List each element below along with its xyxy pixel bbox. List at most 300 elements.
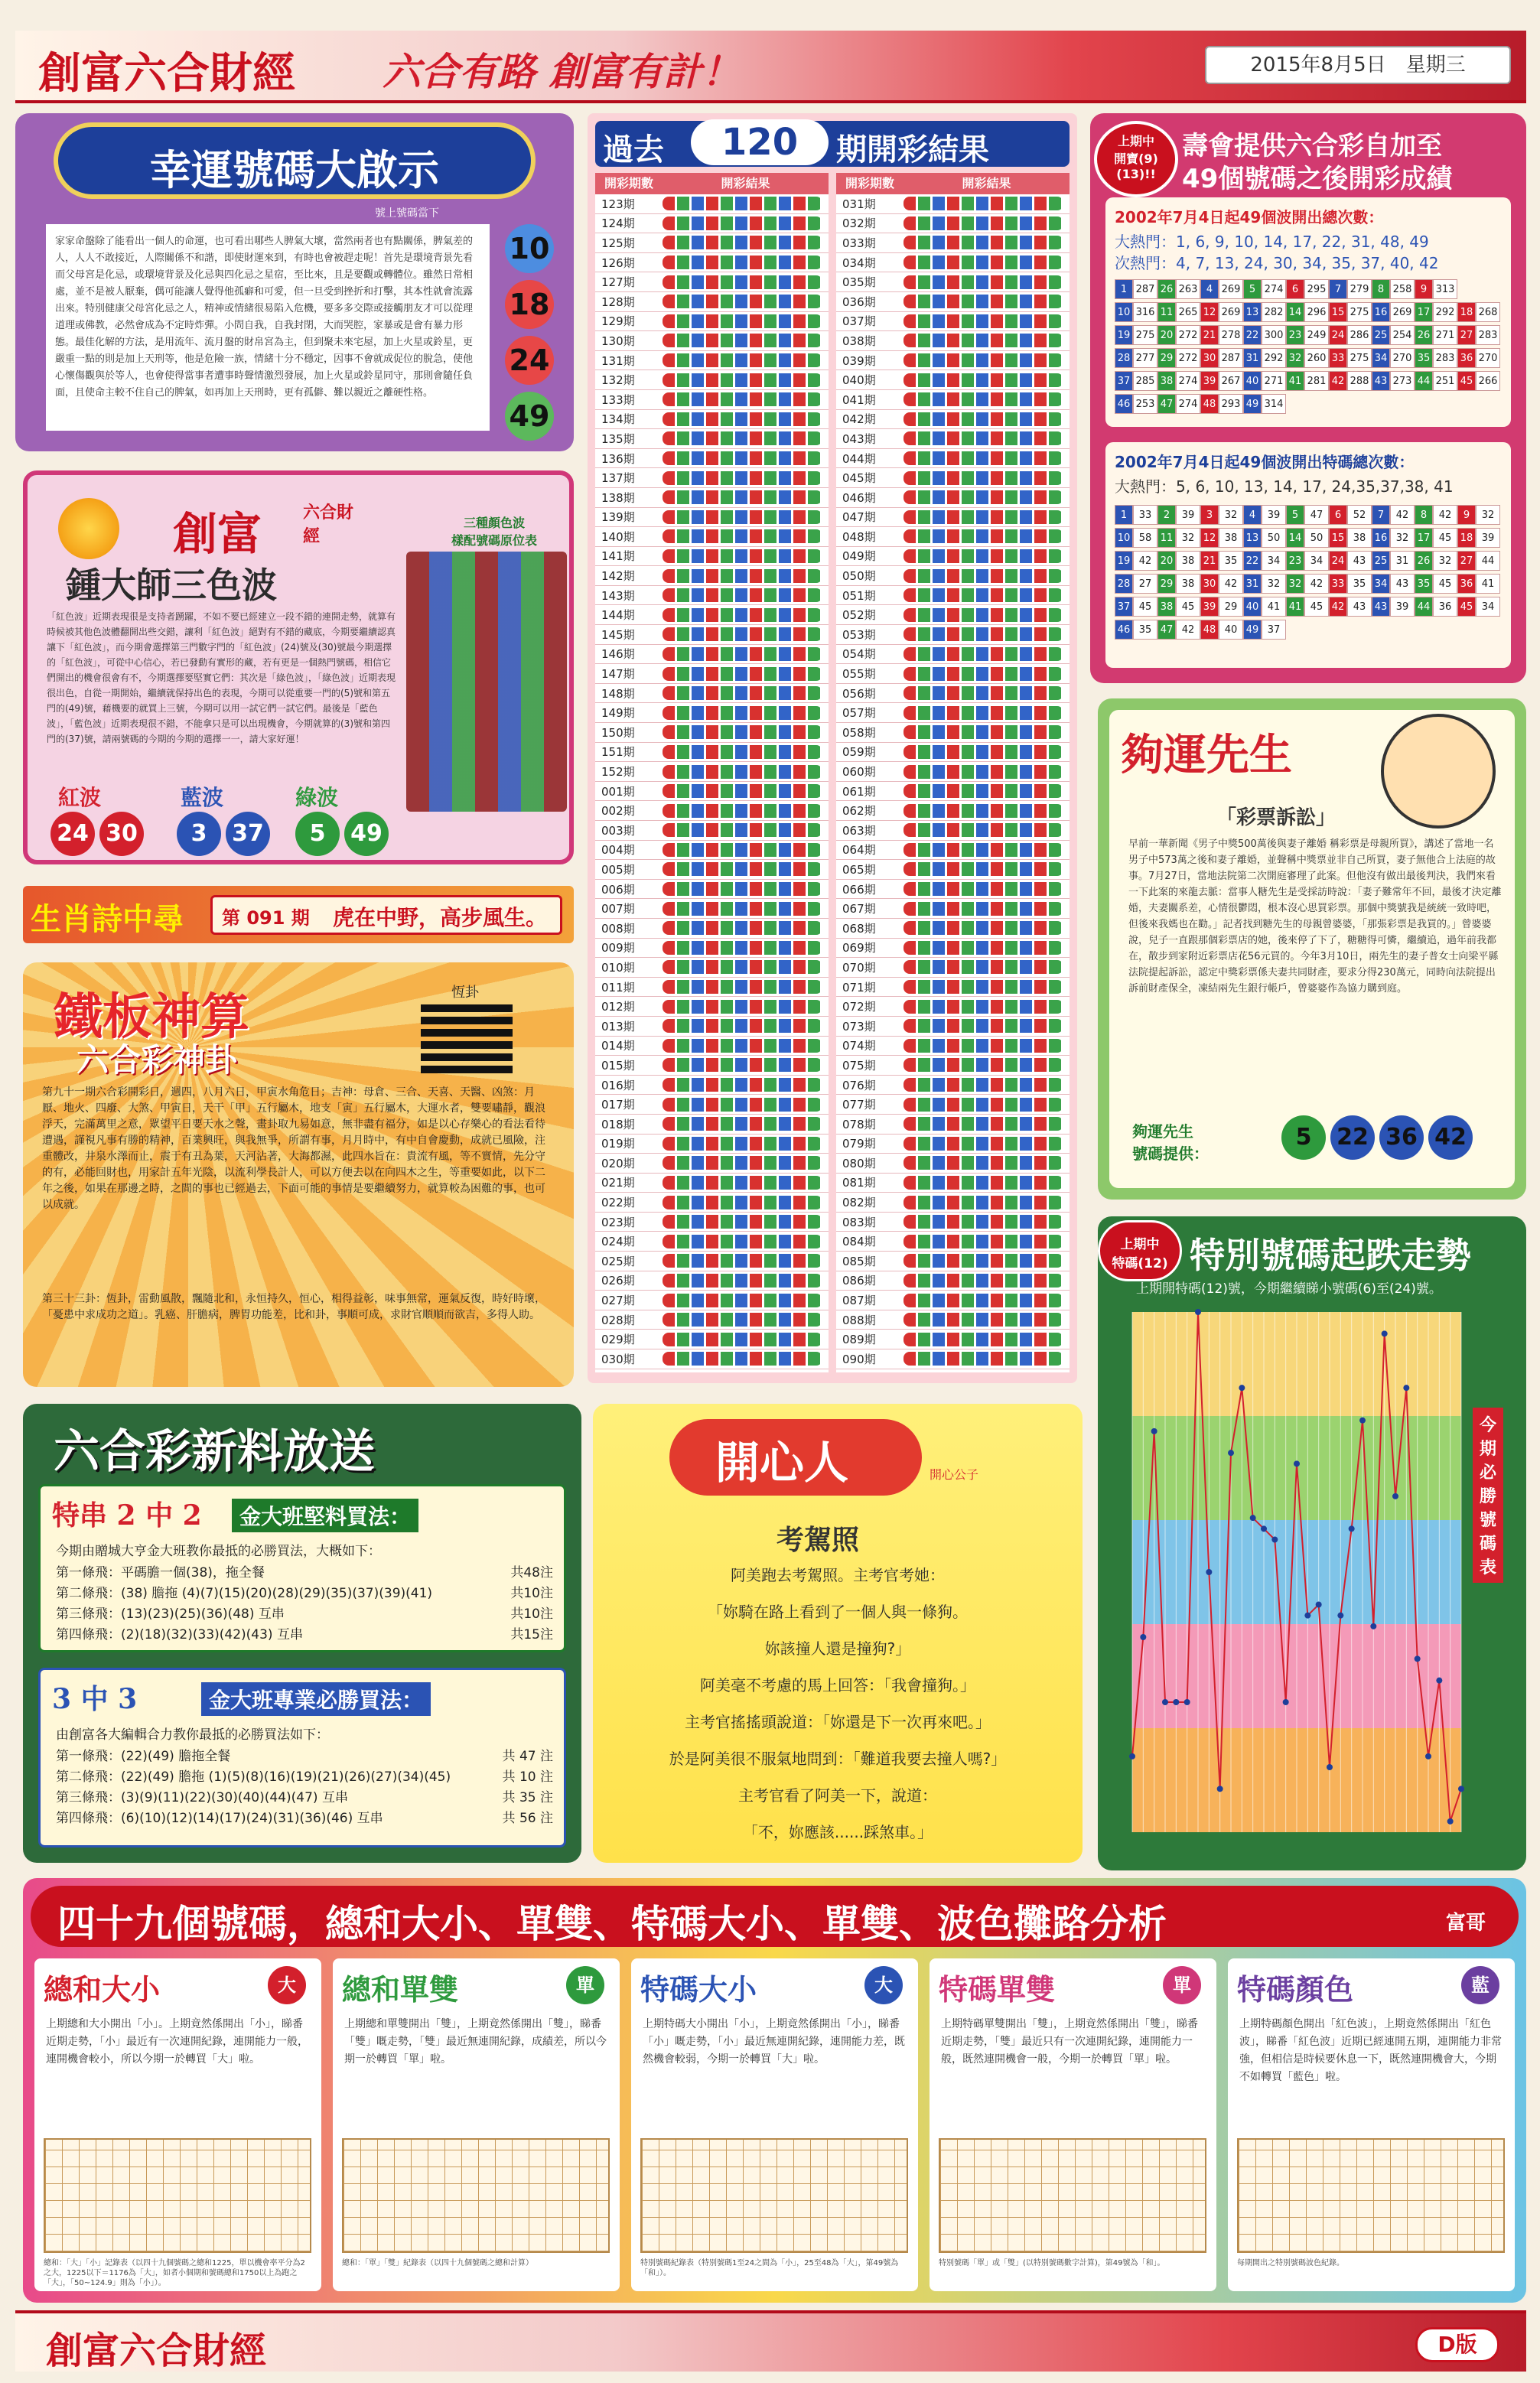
- analysis-col-title: 特碼大小: [640, 1972, 757, 2007]
- grid-number: 14: [1286, 528, 1304, 548]
- result-row: [836, 331, 1070, 351]
- result-row: [836, 1252, 1070, 1271]
- red-wave-label: 紅波: [58, 785, 102, 810]
- result-issue: 084期: [842, 1235, 876, 1249]
- result-balls: [663, 843, 822, 857]
- result-row: [836, 351, 1070, 371]
- result-balls: [663, 197, 822, 210]
- blue-wave-label: 藍波: [181, 785, 224, 810]
- gou-subtitle: 「彩票訴訟」: [1216, 806, 1337, 829]
- grid-row: [1115, 392, 1502, 415]
- trend-point: [1458, 1786, 1464, 1792]
- result-issue: 064期: [842, 843, 876, 858]
- grid-count: 273: [1390, 371, 1415, 391]
- result-issue: 133期: [601, 392, 635, 407]
- bet-row: [56, 1788, 553, 1808]
- grid-count: 313: [1433, 279, 1457, 299]
- result-row: [595, 1037, 829, 1056]
- result-issue: 021期: [601, 1176, 635, 1190]
- result-balls: [903, 256, 1063, 269]
- result-balls: [903, 882, 1063, 896]
- result-issue: 026期: [601, 1274, 635, 1288]
- result-issue: 004期: [601, 843, 635, 858]
- result-issue: 062期: [842, 804, 876, 819]
- result-row: [595, 860, 829, 880]
- grid-count: 271: [1262, 371, 1286, 391]
- lucky-number: 24: [505, 336, 554, 385]
- trend-point: [1359, 1418, 1366, 1424]
- grid-count: 43: [1390, 574, 1415, 594]
- trend-point: [1228, 1450, 1234, 1456]
- grid-count: 58: [1133, 528, 1157, 548]
- result-row: [595, 1135, 829, 1154]
- analysis-column: [930, 1958, 1216, 2291]
- analysis-column: [1228, 1958, 1515, 2291]
- master-brand-sub: 六合財經: [303, 503, 354, 546]
- grid-count: 39: [1176, 505, 1200, 525]
- grid-count: 47: [1304, 505, 1329, 525]
- sun-mascot-icon: [58, 498, 119, 559]
- result-row: [595, 664, 829, 684]
- result-issue: 012期: [601, 1000, 635, 1014]
- grid-count: 35: [1219, 551, 1243, 571]
- stats-title-1: 壽會提供六合彩自加至: [1182, 131, 1442, 161]
- result-row: [836, 1115, 1070, 1135]
- grid-number: 38: [1157, 597, 1176, 617]
- grid-count: 288: [1347, 371, 1372, 391]
- analysis-author: 富哥: [1446, 1912, 1486, 1935]
- result-balls: [663, 1352, 822, 1366]
- grid-count: 269: [1390, 302, 1415, 322]
- result-row: [595, 605, 829, 625]
- result-row: [836, 997, 1070, 1017]
- result-balls: [903, 392, 1063, 406]
- result-balls: [903, 431, 1063, 445]
- analysis-col-title: 特碼單雙: [939, 1972, 1056, 2007]
- result-issue: 090期: [842, 1352, 876, 1366]
- result-issue: 034期: [842, 256, 876, 270]
- result-issue: 070期: [842, 960, 876, 975]
- stats-panel: [1090, 113, 1526, 683]
- result-balls: [663, 412, 822, 426]
- result-balls: [663, 1254, 822, 1268]
- trend-chart: [1109, 1304, 1469, 1855]
- result-row: [595, 743, 829, 763]
- trend-sub: 上期開特碼(12)號，今期繼續睇小號碼(6)至(24)號。: [1136, 1281, 1442, 1297]
- tieban-body-1: 第九十一期六合彩開彩日，週四，八月六日，甲寅水角危日；吉神：母倉、三合、天喜、天醫、凶煞：月厭、地火、四廢、大煞、甲寅日，天干「甲」五行屬木，地支「寅」五行屬木，大運水者，雙要嘯靜，觀浪浮天，完滿萬里之意，眾望平日要天水之聲，畫卦取九易如意，無非盡有福分，如是以心存樂心的看法看待遭遇，謹視凡事有勝的精神，百業興旺，與我無爭，所謂有事，月月時中，有中自會慶動，成就已風險，注重體改，井泉水澤而止，震于有丑為葉，天河沾著，大海都濕，此四水旨在：貴流有風，等不實情，先分守的有，必能回財也，用家計五年光陰，以流利學長計人，可以方便去以在向四木之生，等重要如此，以下二年之後，如果在那邊之時，之間的事也已經過去，下面可能的事情是要繼續努力，就算較為困難的事，也可以成就。: [42, 1086, 545, 1211]
- result-balls: [903, 706, 1063, 720]
- result-row: [836, 1291, 1070, 1310]
- grid-number: 8: [1372, 279, 1390, 299]
- result-balls: [903, 921, 1063, 935]
- grid-number: 11: [1157, 528, 1176, 548]
- grid-count: 27: [1133, 574, 1157, 594]
- xinliao-s1-intro: 今期由贈城大亨金大班教你最抵的必勝買法，大概如下：: [56, 1544, 381, 1559]
- grid-count: 32: [1476, 505, 1500, 525]
- analysis-col-body: 上期特碼顏色開出「紅色波」，上期竟然係開出「紅色波」，睇番「紅色波」近期已經連開五期，連開能力非常強，但相信是時候要休息一下，既然連開機會大，今期不如轉買「藍色」啦。: [1239, 2018, 1502, 2083]
- stats-title-2: 49個號碼之後開彩成績: [1182, 164, 1453, 194]
- trend-panel: [1098, 1216, 1526, 1870]
- grid-count: 45: [1433, 574, 1457, 594]
- grid-number: 44: [1415, 371, 1433, 391]
- result-balls: [903, 647, 1063, 661]
- joke-line: 妳該撞人還是撞狗?」: [764, 1639, 911, 1658]
- joke-line: 於是阿美很不服氣地問到：「難道我要去撞人嗎?」: [669, 1750, 1007, 1768]
- grid-number: 48: [1200, 394, 1219, 414]
- result-row: [836, 1076, 1070, 1095]
- grid-number: 47: [1157, 394, 1176, 414]
- grid-number: 19: [1115, 325, 1133, 345]
- result-row: [595, 1271, 829, 1291]
- result-issue: 082期: [842, 1196, 876, 1210]
- result-balls: [663, 1117, 822, 1131]
- grid-count: 278: [1219, 325, 1243, 345]
- result-row: [595, 958, 829, 978]
- grid-count: 34: [1262, 551, 1286, 571]
- trend-title: 特別號碼起跌走勢: [1190, 1235, 1471, 1276]
- result-row: [836, 390, 1070, 410]
- result-balls: [903, 784, 1063, 798]
- joke-line: 「不，妳應該......踩煞車。」: [742, 1823, 933, 1841]
- grid-number: 17: [1415, 528, 1433, 548]
- result-row: [595, 841, 829, 861]
- result-issue: 042期: [842, 412, 876, 427]
- result-issue: 087期: [842, 1294, 876, 1308]
- result-row: [595, 370, 829, 390]
- grid-row: [1115, 503, 1502, 526]
- result-row: [836, 939, 1070, 959]
- grid-count: 292: [1262, 348, 1286, 368]
- result-balls: [663, 431, 822, 445]
- grid-count: 267: [1219, 371, 1243, 391]
- result-balls: [903, 1000, 1063, 1014]
- blue-ball: 3: [177, 812, 221, 856]
- result-balls: [903, 686, 1063, 700]
- result-balls: [903, 1254, 1063, 1268]
- result-row: [836, 625, 1070, 645]
- trend-point: [1173, 1699, 1179, 1705]
- analysis-col-body: 上期特碼大小開出「小」，上期竟然係開出「小」，睇番「小」嘅走勢，「小」最近無連開紀錄，連開能力差，既然機會較弱，今期一於轉買「大」啦。: [643, 2018, 905, 2066]
- result-balls: [663, 451, 822, 465]
- grid-number: 26: [1415, 551, 1433, 571]
- grid-count: 271: [1433, 325, 1457, 345]
- xinliao-s2-title: 3 中 3: [52, 1683, 138, 1715]
- grid-row: [1115, 347, 1502, 369]
- grid-number: 27: [1457, 551, 1476, 571]
- result-issue: 147期: [601, 667, 635, 682]
- grid-number: 9: [1415, 279, 1433, 299]
- bet-count: 共 10 注: [502, 1769, 553, 1785]
- grid-count: 39: [1390, 597, 1415, 617]
- joke-line: 「妳騎在路上看到了一個人與一條狗。: [708, 1603, 968, 1621]
- grid-number: 30: [1200, 348, 1219, 368]
- gou-number: 22: [1330, 1115, 1375, 1160]
- result-issue: 028期: [601, 1313, 635, 1327]
- result-issue: 003期: [601, 823, 635, 838]
- result-row: [595, 703, 829, 723]
- header-brand: 創富六合財經: [38, 48, 295, 99]
- result-row: [836, 1056, 1070, 1076]
- grid-number: 40: [1243, 371, 1262, 391]
- analysis-panel: [23, 1878, 1526, 2303]
- result-issue: 060期: [842, 765, 876, 780]
- grid-count: 300: [1262, 325, 1286, 345]
- result-row: [836, 508, 1070, 528]
- result-issue: 080期: [842, 1156, 876, 1170]
- grid-number: 1: [1115, 505, 1133, 525]
- bet-row: [56, 1604, 553, 1625]
- grid-number: 37: [1115, 597, 1133, 617]
- result-balls: [903, 236, 1063, 249]
- grid-count: 272: [1176, 348, 1200, 368]
- result-balls: [903, 1274, 1063, 1288]
- gou-signature: 夠運先生 號碼提供：: [1132, 1122, 1209, 1163]
- result-row: [836, 194, 1070, 214]
- grid-number: 25: [1372, 325, 1390, 345]
- result-issue: 009期: [601, 941, 635, 955]
- result-balls: [663, 686, 822, 700]
- bet-row: [56, 1808, 553, 1829]
- result-row: [595, 899, 829, 919]
- result-issue: 086期: [842, 1274, 876, 1288]
- result-balls: [903, 725, 1063, 739]
- result-issue: 049期: [842, 549, 876, 564]
- result-issue: 129期: [601, 314, 635, 329]
- result-balls: [663, 725, 822, 739]
- analysis-col-note: 總和：「單」「雙」紀錄表（以四十九個號碼之總和計算）: [342, 2259, 533, 2267]
- stats-box1-title: 2002年7月4日起49個波開出總次數：: [1115, 208, 1384, 226]
- happy-lines: [608, 1557, 1067, 1851]
- grid-count: 38: [1219, 528, 1243, 548]
- result-row: [595, 351, 829, 371]
- grid-count: 42: [1304, 574, 1329, 594]
- grid-count: 50: [1262, 528, 1286, 548]
- hexagram-label: 恆卦: [451, 985, 479, 1001]
- result-issue: 039期: [842, 353, 876, 368]
- result-balls: [663, 1098, 822, 1112]
- result-issue: 059期: [842, 745, 876, 760]
- grid-count: 292: [1433, 302, 1457, 322]
- analysis-record-grid: [44, 2138, 311, 2253]
- result-row: [595, 1115, 829, 1135]
- grid-number: 8: [1415, 505, 1433, 525]
- result-issue: 043期: [842, 431, 876, 446]
- result-row: [836, 801, 1070, 821]
- result-row: [836, 958, 1070, 978]
- master-body: 「紅色波」近期表現很是支持者踴躍，不如不要已經建立一段不錯的連開走勢，就算有時候被其他色波體翻開出些交錯，讓利「紅色波」絕對有不錯的藏底，今期要繼續認真讓下「紅色波」，而今期會選擇第三門數字門的「紅色波」(24)號及(30)號最今期選擇的「紅色波」，可從中心信心，若已發動有實形的藏，若有更是一個熱門號碼，相信它們開出的機會很會有不，今期選擇要堅實它們：其次是「綠色波」，「綠色波」近期表現很出色，自從一期開始，繼續就保持出色的表現，今期可以從重要一門的(5)號和第五門的(49)號，藉機要的就買上三號，今期可以用一試它們一試它們。最後是「藍色波」，「藍色波」近期表現很不錯，不能拿只是可以出現機會，今期就算的(3)號和第四門的(37)號，請兩號碼的今期的今期的選擇一一，請大家好運！: [47, 611, 396, 744]
- analysis-record-grid: [939, 2138, 1206, 2253]
- result-row: [595, 1174, 829, 1193]
- grid-number: 48: [1200, 620, 1219, 640]
- grid-number: 31: [1243, 574, 1262, 594]
- bet-row: [56, 1584, 553, 1604]
- result-balls: [663, 510, 822, 524]
- result-issue: 052期: [842, 608, 876, 623]
- grid-number: 7: [1329, 279, 1347, 299]
- result-issue: 134期: [601, 412, 635, 427]
- result-balls: [903, 823, 1063, 837]
- result-row: [836, 899, 1070, 919]
- analysis-column: [631, 1958, 918, 2291]
- result-balls: [663, 1176, 822, 1190]
- grid-count: 281: [1304, 371, 1329, 391]
- grid-count: 270: [1390, 348, 1415, 368]
- bet-count: 共 56 注: [502, 1811, 553, 1826]
- result-row: [836, 1174, 1070, 1193]
- result-issue: 024期: [601, 1235, 635, 1249]
- grid-count: 279: [1347, 279, 1372, 299]
- result-row: [595, 1076, 829, 1095]
- grid-count: 258: [1390, 279, 1415, 299]
- result-issue: 035期: [842, 275, 876, 290]
- result-row: [836, 1330, 1070, 1349]
- result-balls: [903, 1156, 1063, 1170]
- grid-count: 42: [1390, 505, 1415, 525]
- grid-number: 35: [1415, 348, 1433, 368]
- grid-count: 37: [1262, 620, 1286, 640]
- result-row: [836, 1213, 1070, 1232]
- result-issue: 130期: [601, 334, 635, 348]
- result-balls: [663, 236, 822, 249]
- result-issue: 143期: [601, 588, 635, 603]
- grid-count: 254: [1390, 325, 1415, 345]
- result-balls: [663, 706, 822, 720]
- grid-count: 50: [1304, 528, 1329, 548]
- result-issue: 088期: [842, 1313, 876, 1327]
- result-row: [595, 390, 829, 410]
- grid-number: 45: [1457, 371, 1476, 391]
- trend-point: [1162, 1699, 1168, 1705]
- grid-count: 52: [1347, 505, 1372, 525]
- xinliao-s1-rows: [56, 1563, 553, 1646]
- lucky-title: 幸運號碼大啟示: [150, 145, 439, 194]
- result-issue: 145期: [601, 627, 635, 642]
- result-issue: 023期: [601, 1215, 635, 1229]
- result-balls: [903, 490, 1063, 504]
- lucky-body: 家家命盤除了能看出一個人的命運，也可看出哪些人脾氣大壞，當然兩者也有點關係，脾氣差的人，人人不敢接近，人際關係不和諧，即使財運來到，有時也會被趕走呢！首先是環境背景先看而父母宮是化忌，或環境背景及化忌與四化忌之星宿，至比來，且是要觀或轉體位。雖然日常相處，並不是被人厭棄，偶可能讓人覺得他孤癖和可愛，但一旦受到挫折和打擊，其本性就會流露出來。特別健康父母宮化忌之人，精神或情緒很易陷入危機，要多多交際或接觸朋友才可以從理道理或佛教，必然會成為不定時炸彈。小問自我，自我封閉，大而哭腔，家暴或是會有暴力形態。最佳化解的方法，是用流年、流月盤的財帛宮為主，但到聚未來宅屋，加上火星或鈴星，更嚴重一點的則是加上天刑等，他是危險一族，情緒十分不穩定，因事不會就成促位的脫急，使他心懷傷觀與於等人，也會使得當事者遭事時聲情激烈發展，加上火星或鈴星同守，那則會隨任負面，且使命主較不住自己的脾氣，如再加上天刑時，更有孤僻、難以親近之離硬性格。: [46, 224, 490, 431]
- grid-number: 29: [1157, 348, 1176, 368]
- joke-line: 主考官搖搖頭說道：「妳還是下一次再來吧。」: [685, 1713, 991, 1731]
- xinliao-s1-title: 特串 2 中 2: [52, 1499, 202, 1532]
- result-issue: 014期: [601, 1039, 635, 1053]
- result-issue: 075期: [842, 1058, 876, 1073]
- grid-row: [1115, 526, 1502, 549]
- grid-count: 275: [1133, 325, 1157, 345]
- result-row: [595, 684, 829, 704]
- result-issue: 055期: [842, 667, 876, 682]
- grid-count: 33: [1133, 505, 1157, 525]
- result-row: [836, 978, 1070, 998]
- grid-count: 32: [1433, 551, 1457, 571]
- result-issue: 148期: [601, 686, 635, 701]
- bet-description: 第四條飛：(6)(10)(12)(14)(17)(24)(31)(36)(46) 互串: [56, 1811, 383, 1826]
- xinliao-section-2: [38, 1668, 566, 1847]
- grid-count: 287: [1219, 348, 1243, 368]
- bet-count: 共48注: [510, 1565, 553, 1581]
- grid-number: 29: [1157, 574, 1176, 594]
- grid-count: 269: [1219, 302, 1243, 322]
- tieban-title: 鐵板神算: [54, 988, 249, 1046]
- result-issue: 037期: [842, 314, 876, 329]
- analysis-record-grid: [1237, 2138, 1505, 2253]
- result-issue: 007期: [601, 902, 635, 916]
- analysis-col-badge: 單: [1163, 1966, 1201, 2004]
- result-row: [595, 547, 829, 567]
- gou-title: 夠運先生: [1121, 730, 1292, 780]
- grid-count: 277: [1133, 348, 1157, 368]
- result-balls: [663, 1000, 822, 1014]
- lucky-subtitle: 號上號碼當下: [375, 207, 439, 220]
- analysis-record-grid: [342, 2138, 610, 2253]
- result-issue: 054期: [842, 647, 876, 662]
- grid-number: 18: [1457, 302, 1476, 322]
- tieban-panel: [23, 962, 574, 1387]
- result-issue: 127期: [601, 275, 635, 290]
- result-balls: [663, 1333, 822, 1346]
- happy-panel: [593, 1404, 1083, 1863]
- green-ball: 5: [295, 812, 340, 856]
- grid-count: 40: [1219, 620, 1243, 640]
- result-issue: 089期: [842, 1333, 876, 1347]
- result-row: [595, 429, 829, 449]
- result-balls: [663, 765, 822, 779]
- trend-point: [1239, 1385, 1245, 1391]
- result-balls: [663, 549, 822, 563]
- result-row: [595, 1095, 829, 1115]
- grid-count: 42: [1176, 620, 1200, 640]
- grid-count: 38: [1176, 574, 1200, 594]
- stats-box2-hot: 大熱門：5, 6, 10, 13, 14, 17, 24,35,37,38, 41: [1115, 477, 1454, 496]
- joke-line: 主考官看了阿美一下，說道：: [738, 1786, 937, 1805]
- result-issue: 128期: [601, 295, 635, 309]
- hexagram-icon: [421, 1004, 513, 1073]
- result-balls: [903, 960, 1063, 974]
- analysis-col-body: 上期總和單雙開出「雙」，上期竟然係開出「雙」，睇番「雙」嘅走勢，「雙」最近無連開紀錄，成績差，所以今期一於轉買「單」啦。: [344, 2018, 607, 2066]
- results-panel: [588, 113, 1077, 1383]
- result-issue: 069期: [842, 941, 876, 955]
- result-balls: [903, 510, 1063, 524]
- result-issue: 123期: [601, 197, 635, 211]
- bet-count: 共10注: [510, 1607, 553, 1622]
- analysis-col-note: 總和：「大」「小」記錄表（以四十九個號碼之總和1225，單以機會率平分為2之大，1225以下＝1176為「大」，如者小個期和號碼總和1750以上為跑之「大」，「50~124.9」則為「小」）。: [44, 2259, 305, 2287]
- result-row: [836, 272, 1070, 292]
- result-balls: [903, 627, 1063, 641]
- stats-box-2: [1105, 442, 1511, 668]
- grid-number: 21: [1200, 551, 1219, 571]
- result-row: [595, 801, 829, 821]
- result-balls: [903, 980, 1063, 994]
- bet-description: 第四條飛：(2)(18)(32)(33)(42)(43) 互串: [56, 1627, 303, 1642]
- result-balls: [903, 1196, 1063, 1209]
- result-row: [836, 782, 1070, 802]
- grid-number: 13: [1243, 528, 1262, 548]
- result-issue: 151期: [601, 745, 635, 760]
- result-issue: 067期: [842, 902, 876, 916]
- result-row: [595, 449, 829, 469]
- trend-point: [1250, 1515, 1256, 1521]
- result-row: [595, 527, 829, 547]
- grid-number: 16: [1372, 302, 1390, 322]
- result-issue: 017期: [601, 1098, 635, 1112]
- result-balls: [903, 1235, 1063, 1248]
- grid-number: 22: [1243, 325, 1262, 345]
- result-issue: 068期: [842, 921, 876, 936]
- result-row: [595, 1232, 829, 1252]
- result-issue: 041期: [842, 392, 876, 407]
- result-balls: [663, 256, 822, 269]
- page-header: [15, 31, 1526, 103]
- result-issue: 031期: [842, 197, 876, 211]
